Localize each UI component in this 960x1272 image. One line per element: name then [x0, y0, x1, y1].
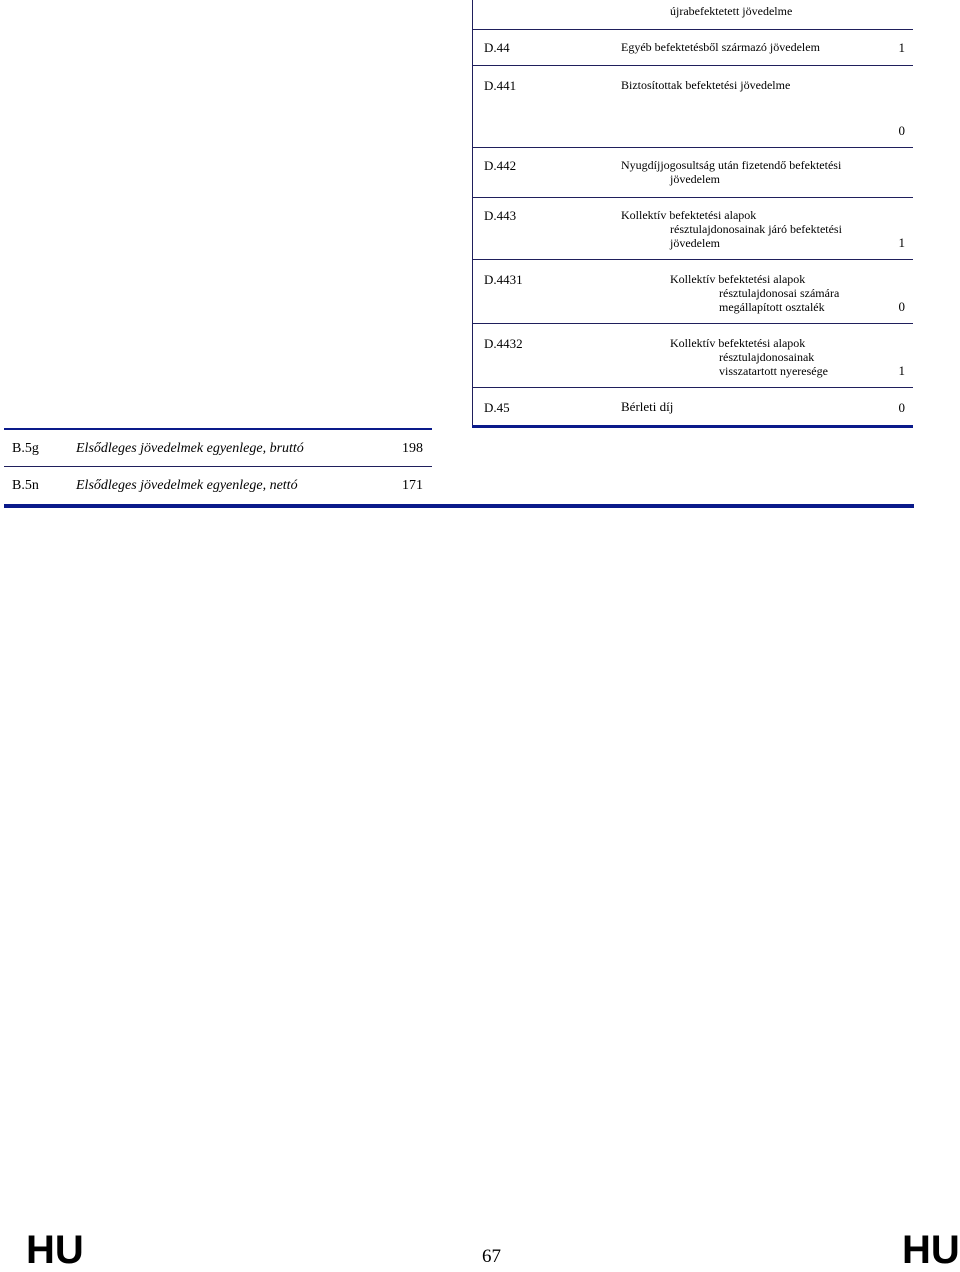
row-divider — [472, 259, 913, 260]
row-code: D.4431 — [484, 272, 523, 287]
section-divider — [4, 428, 432, 430]
row-label: Biztosítottak befektetési jövedelme — [621, 78, 791, 92]
row-label: Egyéb befektetésből származó jövedelem — [621, 40, 820, 54]
row-label-line: Kollektív befektetési alapok — [670, 336, 806, 350]
row-value: 0 — [898, 299, 905, 314]
row-code: D.441 — [484, 78, 517, 93]
balance-value: 171 — [402, 478, 423, 493]
row-label-line: jövedelem — [670, 172, 720, 186]
table-bottom-border — [4, 504, 914, 508]
page-number: 67 — [482, 1246, 501, 1267]
row-value: 1 — [898, 363, 905, 378]
row-divider — [472, 387, 913, 388]
row-divider — [472, 147, 913, 148]
row-label: újrabefektetett jövedelme — [670, 4, 793, 18]
row-label-line: résztulajdonosainak — [719, 350, 815, 364]
row-code: D.44 — [484, 40, 510, 55]
footer-country-code-left: HU — [26, 1228, 84, 1272]
row-divider — [472, 65, 913, 66]
row-label: Bérleti díj — [621, 399, 674, 414]
row-value: 0 — [898, 123, 905, 138]
row-code: D.45 — [484, 400, 510, 415]
row-code: D.442 — [484, 158, 517, 173]
row-code: D.443 — [484, 208, 517, 223]
row-label-line: megállapított osztalék — [719, 300, 825, 314]
row-label-line: jövedelem — [670, 236, 720, 250]
row-value: 1 — [898, 40, 905, 55]
row-label-line: visszatartott nyeresége — [719, 364, 828, 378]
row-divider — [472, 197, 913, 198]
row-divider — [472, 29, 913, 30]
row-value: 1 — [898, 235, 905, 250]
section-divider — [472, 425, 913, 428]
row-divider — [4, 466, 432, 467]
balance-value: 198 — [402, 441, 423, 456]
row-code: D.4432 — [484, 336, 523, 351]
row-label-line: Nyugdíjjogosultság után fizetendő befektetési — [621, 158, 842, 172]
row-label-line: résztulajdonosai számára — [719, 286, 840, 300]
row-value: 0 — [898, 400, 905, 415]
balance-code: B.5n — [12, 478, 39, 493]
balance-code: B.5g — [12, 441, 39, 456]
row-label-line: Kollektív befektetési alapok — [670, 272, 806, 286]
footer-country-code-right: HU — [902, 1228, 960, 1272]
row-label-line: Kollektív befektetési alapok — [621, 208, 757, 222]
row-label-line: résztulajdonosainak járó befektetési — [670, 222, 842, 236]
balance-label: Elsődleges jövedelmek egyenlege, bruttó — [76, 441, 304, 456]
row-divider — [472, 323, 913, 324]
balance-label: Elsődleges jövedelmek egyenlege, nettó — [76, 478, 298, 493]
